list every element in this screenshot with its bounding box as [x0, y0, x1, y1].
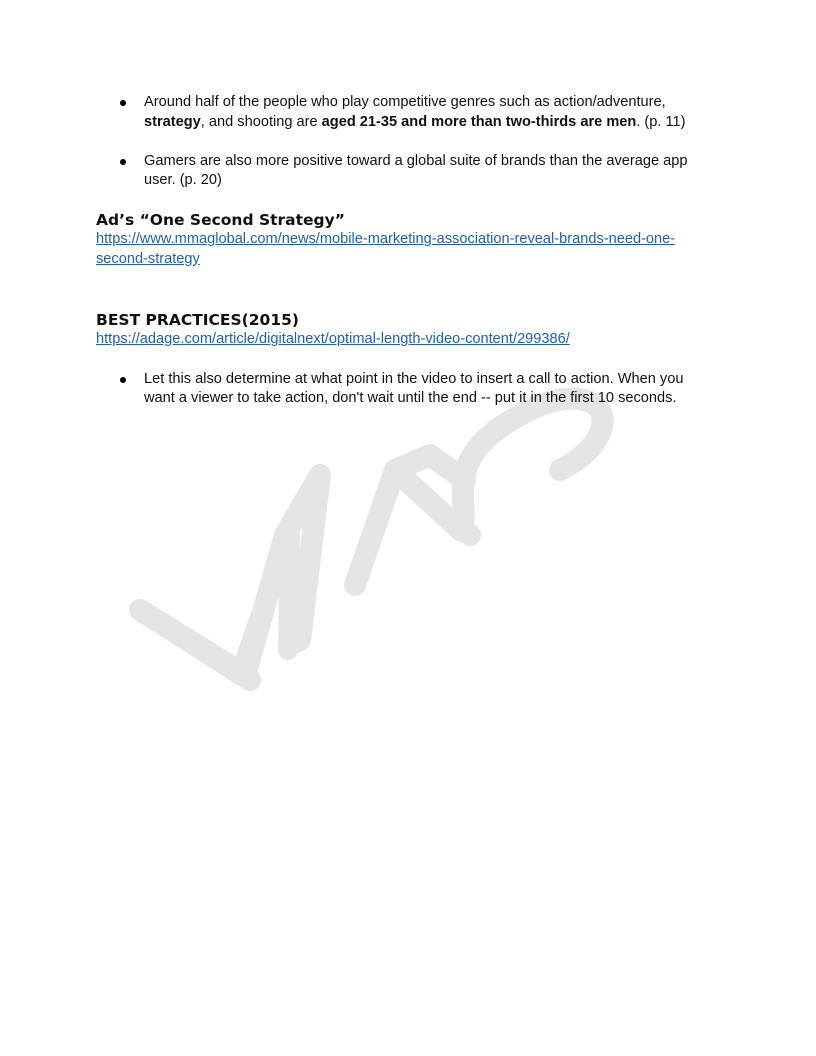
best-practices-list: [96, 370, 696, 409]
section-heading: BEST PRACTICES(2015): [96, 311, 299, 329]
section-one-second-strategy: [96, 210, 696, 269]
mmaglobal-link[interactable]: https://www.mmaglobal.com/news/mobile-marketing-association-reveal-brands-need-one-second-strategy: [96, 231, 676, 267]
bullet-text-1: Around half of the people who play competitive genres such as action/adventure, strategy, and shooting are aged 21-35 and more than two-thirds are men. (p. 11): [144, 94, 686, 130]
document-content: [96, 93, 696, 428]
section-best-practices: [96, 310, 696, 409]
bullet-text-3: Let this also determine at what point in the video to insert a call to action. When you want a viewer to take action, don't wait until the end -- put it in the first 10 seconds.: [144, 370, 684, 406]
list-item: [96, 152, 696, 191]
bullet-text-2: Gamers are also more positive toward a global suite of brands than the average app user. (p. 20): [144, 152, 688, 188]
bullet-icon: [120, 100, 126, 106]
list-item: [96, 370, 696, 409]
watermark-w-shape: [140, 475, 320, 675]
adage-link[interactable]: https://adage.com/article/digitalnext/optimal-length-video-content/299386/: [96, 331, 570, 347]
section-heading: Ad’s “One Second Strategy”: [96, 211, 345, 229]
bullet-icon: [120, 377, 126, 383]
bullet-icon: [120, 159, 126, 165]
list-item: [96, 93, 696, 132]
watermark-p-shape: [355, 470, 470, 585]
gamer-facts-list: [96, 93, 696, 191]
